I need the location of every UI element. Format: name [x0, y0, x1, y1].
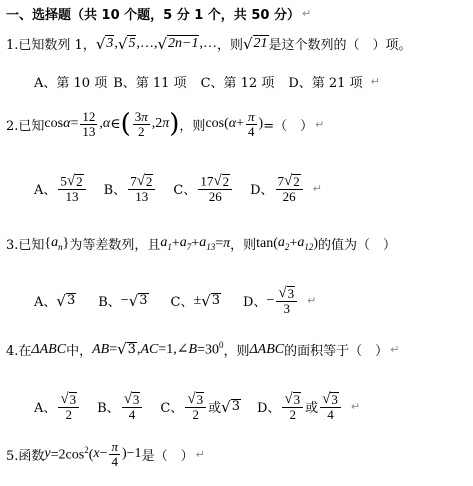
question-2: 2.已知 cos α = $\frac{12}{13}$ , α ∈ ( $\frac{3\pi}{2}$ ,2 π ) ，则 cos( α + $\frac{\pi}{4}$ ) =（ ） ↵: [6, 109, 325, 140]
section-header: 一、选择题（共 10 个题，5 分 1 个，共 50 分） ↵: [6, 4, 311, 23]
option-b: B、 √ 3 4: [97, 392, 144, 422]
question-2-options: A、 5 √ 2 13 B、 7 √ 2 13 C、 17 √ 2 26 D、 7 √ 2 26 ↵: [34, 173, 322, 205]
option-a: A、第 10 项: [34, 76, 108, 91]
section-title: 一、选择题（共 10 个题，5 分 1 个，共 50 分）: [6, 8, 300, 23]
option-a: A、 √ 3: [34, 291, 76, 311]
option-c: C、 17 √ 2 26: [173, 174, 234, 204]
question-1-options: A、第 10 项 B、第 11 项 C、第 12 项 D、第 21 项 ↵: [34, 72, 380, 91]
question-4-options: A、 √ 3 2 B、 √ 3 4 C、 √ 3 2 或 √ 3 D、 √ 3 2 或 √ 3 4 ↵: [34, 391, 361, 423]
option-d: D、第 21 项: [288, 76, 363, 91]
option-b: B、 − √ 3: [98, 291, 148, 311]
question-4: 4.在 ΔABC 中， AB = √ 3 , AC =1,∠ B $=30^0$ ，则 ΔABC 的面积等于（ ） ↵: [6, 340, 400, 359]
option-c: C、第 12 项: [200, 76, 275, 91]
option-c: C、 ± √ 3: [170, 291, 221, 311]
question-3-options: A、 √ 3 B、 − √ 3 C、 ± √ 3 D、 − √ 3 3 ↵: [34, 285, 317, 317]
option-c: C、 √ 3 2 或 √ 3: [160, 391, 240, 423]
option-a: A、 √ 3 2: [34, 392, 81, 422]
option-d: D、 − √ 3 3: [243, 286, 299, 316]
option-d: D、 7 √ 2 26: [250, 174, 305, 204]
question-1: 1.已知数列 1， √ 3 , √ 5 ,…, √ 2n−1 ,… ，则 √ 21 是这个数列的（ ）项。: [6, 34, 412, 53]
question-5: 5.函数 y $=2\cos^2$( x − $\frac{\pi}{4}$ )−1 是（ ） ↵: [6, 439, 205, 469]
option-b: B、第 11 项: [113, 76, 187, 91]
option-d: D、 √ 3 2 或 √ 3 4: [257, 392, 343, 422]
question-3: 3.已知 { $a_n$ } 为等差数列，且 $a_1$ + $a_7$ + $a_{13}$ = π ，则 tan( $a_2$ + $a_{12}$ ) 的值为（ ）: [6, 235, 396, 253]
option-b: B、 7 √ 2 13: [104, 174, 158, 204]
option-a: A、 5 √ 2 13: [34, 174, 88, 204]
